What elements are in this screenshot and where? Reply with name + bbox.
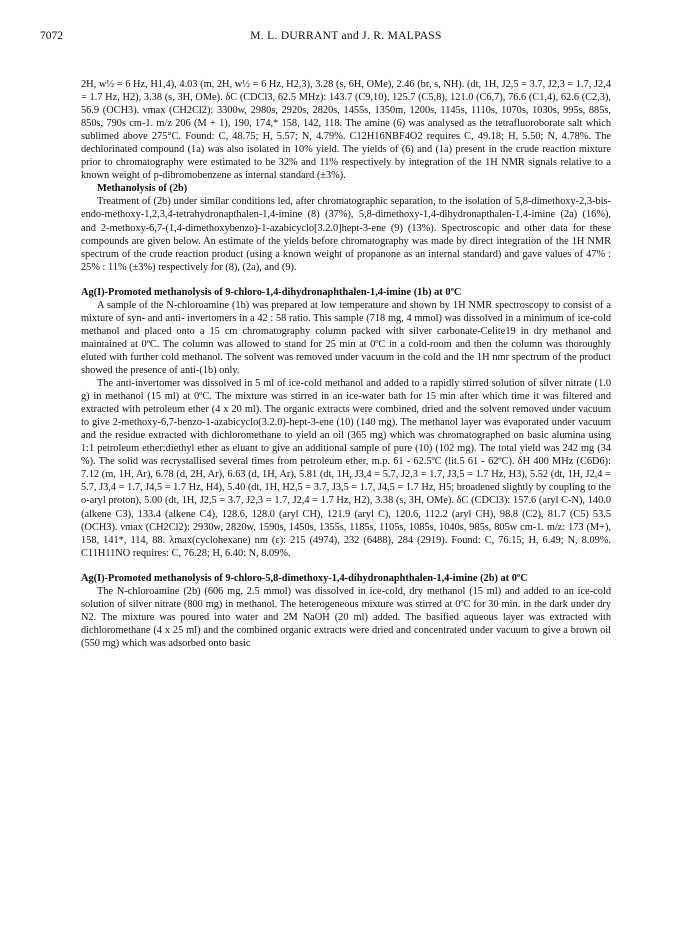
- page-number: 7072: [40, 30, 63, 42]
- paragraph-chloroamine-2b: The N-chloroamine (2b) (606 mg, 2.5 mmol) was dissolved in ice-cold, dry methanol (15 ml) and added to an ice-cold solution of silver nitrate (800 mg) in methanol. The heterogeneous mixture was stirred at 0ºC for 30 min. in the dark under dry N2. The mixture was poured into water and 2M NaOH (20 ml) added. The basified aqueous layer was extracted with dichloromethane (4 x 25 ml) and the combined organic extracts were dried and concentrated under vacuum to give a brown oil (550 mg) which was adsorbed onto basic: [81, 585, 611, 649]
- section-heading-methanolysis-2b: Methanolysis of (2b): [97, 183, 188, 195]
- section-heading-ag-methanolysis-2b: Ag(I)-Promoted methanolysis of 9-chloro-5,8-dimethoxy-1,4-dihydronaphthalen-1,4-imine (2b) at 0ºC: [81, 572, 528, 584]
- running-head: [40, 30, 652, 46]
- section-heading-ag-methanolysis-1b: Ag(I)-Promoted methanolysis of 9-chloro-1,4-dihydronaphthalen-1,4-imine (1b) at 0ºC: [81, 286, 462, 298]
- running-head-authors: M. L. DURRANT and J. R. MALPASS: [250, 30, 442, 42]
- paragraph-amine-spectral-data: 2H, w½ = 6 Hz, H1,4), 4.03 (m, 2H, w½ = 6 Hz, H2,3), 3.28 (s, 6H, OMe), 2.46 (br, s, NH). (dt, 1H, J2,5 = 3.7, J2,3 = 1.7, J2,4 = 1.7 Hz, H2), 3.38 (s, 3H, OMe). δC (CDCl3, 62.5 MHz): 143.7 (C9,10), 125.7 (C5,8), 121.0 (C6,7), 76.6 (C1,4), 62.6 (C2,3), 56.9 (OCH3). νmax (CH2Cl2): 3300w, 2980s, 2920s, 2820s, 1455s, 1350m, 1200s, 1145s, 1110s, 1070s, 1030s, 995s, 885s, 850s, 790s cm-1. m/z 206 (M + 1), 190, 174,* 158, 142, 118. The amine (6) was analysed as the tetrafluoroborate salt which sublimed above 275°C. Found: C, 48.75; H, 5.57; N, 4.79%. C12H16NBF4O2 requires C, 49.18; H, 5.50; N, 4.78%. The dechlorinated compound (1a) was also isolated in 10% yield. The yields of (6) and (1a) present in the crude reaction mixture prior to chromatography were estimated to be 32% and 11% respectively by integration of the 1H NMR signals relative to a known weight of p-dibromobenzene as internal standard (±3%).: [81, 79, 611, 182]
- article-body: [81, 78, 611, 650]
- paragraph-methanolysis-2b: Treatment of (2b) under similar conditions led, after chromatographic separation, to the isolation of 5,8-dimethoxy-2,3-bis-endo-methoxy-1,2,3,4-tetrahydronapthalen-1,4-imine (8) (37%), 5,8-dimethoxy-1,4-dihydronapthalen-1,4-imine (2a) (16%), and 2-methoxy-6,7-(1,4-dimethoxybenzo)-1-azabicyclo[3.2.0]hept-3-ene (9) (13%). Spectroscopic and other data for these compounds are given below. An estimate of the yields before chromatography was made by direct integration of the 1H NMR spectrum of the crude reaction product (using a known weight of propanone as an internal standard) and gave values of 47% : 25% : 11% (±3%) respectively for (8), (2a), and (9).: [81, 196, 611, 273]
- paragraph-anti-invertomer: The anti-invertomer was dissolved in 5 ml of ice-cold methanol and added to a rapidly stirred solution of silver nitrate (1.0 g) in methanol (15 ml) at 0ºC. The mixture was stirred in an ice-water bath for 15 min after which time it was filtered and extracted with petroleum ether (4 x 20 ml). The organic extracts were combined, dried and the solvent removed under vacuum to give 2-methoxy-6,7-benzo-1-azabicyclo(3.2.0)-hept-3-ene (10) (140 mg). The methanol layer was evaporated under vacuum and the residue extracted with dichloromethane to yield an oil (365 mg) which was chromatographed on basic alumina using 1:1 petroleum ether:diethyl ether as eluant to give an additional sample of pure (10) (102 mg). The total yield was 242 mg (34 %). The solid was recrystallised several times from petroleum ether, m.p. 61 - 62.5ºC (lit.5 61 - 62ºC). δH 400 MHz (C6D6): 7.12 (m, 1H, Ar), 6.78 (d, 2H, Ar), 6.63 (d, 1H, Ar), 5.81 (dt, 1H, J3,4 = 5.7, J2,3 = 1.7, J3,5 = 1.7 Hz, H3), 5.52 (dt, 1H, J2,4 = 5.7, J3,4 = 1.7, J4,5 = 1.7 Hz, H4), 5.40 (dt, 1H, H2,5 = 3.7, J3,5 = 1.7, J4,5 = 1.7 Hz, H5; broadened slightly by coupling to the o-aryl proton), 5.00 (dt, 1H, J2,5 = 3.7, J2,3 = 1.7, J2,4 = 1.7 Hz, H2), 3.38 (s, 3H, OMe). δC (CDCl3): 157.6 (aryl C-N), 140.0 (alkene C3), 133.4 (alkene C4), 128.6, 128.0 (aryl CH), 121.9 (aryl C), 120.6, 112.2 (aryl CH), 98.8 (C2), 81.7 (C5) 53.5 (OCH3). νmax (CH2Cl2): 2930w, 2820w, 1590s, 1450s, 1355s, 1185s, 1105s, 1085s, 1040s, 985s, 805w cm-1. m/z: 173 (M+), 158, 141*, 114, 88. λmax(cyclohexane) nm (ε): 215 (4974), 232 (6488), 284 (2919). Found: C, 76.15; H, 6.49; N, 8.09%. C11H11NO requires: C, 76.28; H, 6.40: N, 8.09%.: [81, 378, 611, 559]
- paragraph-chloroamine-1b-preparation: A sample of the N-chloroamine (1b) was prepared at low temperature and shown by 1H NMR spectroscopy to consist of a mixture of syn- and anti- invertomers in a 42 : 58 ratio. This sample (718 mg, 4 mmol) was dissolved in a minimum of ice-cold methanol and placed onto a 15 cm chromatography column packed with silver carbonate-Celite19 in dry methanol and maintained at 0ºC. The column was allowed to stand for 25 min at 0ºC in a cold-room and then the column was thoroughly eluted with further cold methanol. The solvent was removed under vacuum in the cold and the 1H nmr spectrum of the product showed the presence of anti-(1b) only.: [81, 299, 611, 376]
